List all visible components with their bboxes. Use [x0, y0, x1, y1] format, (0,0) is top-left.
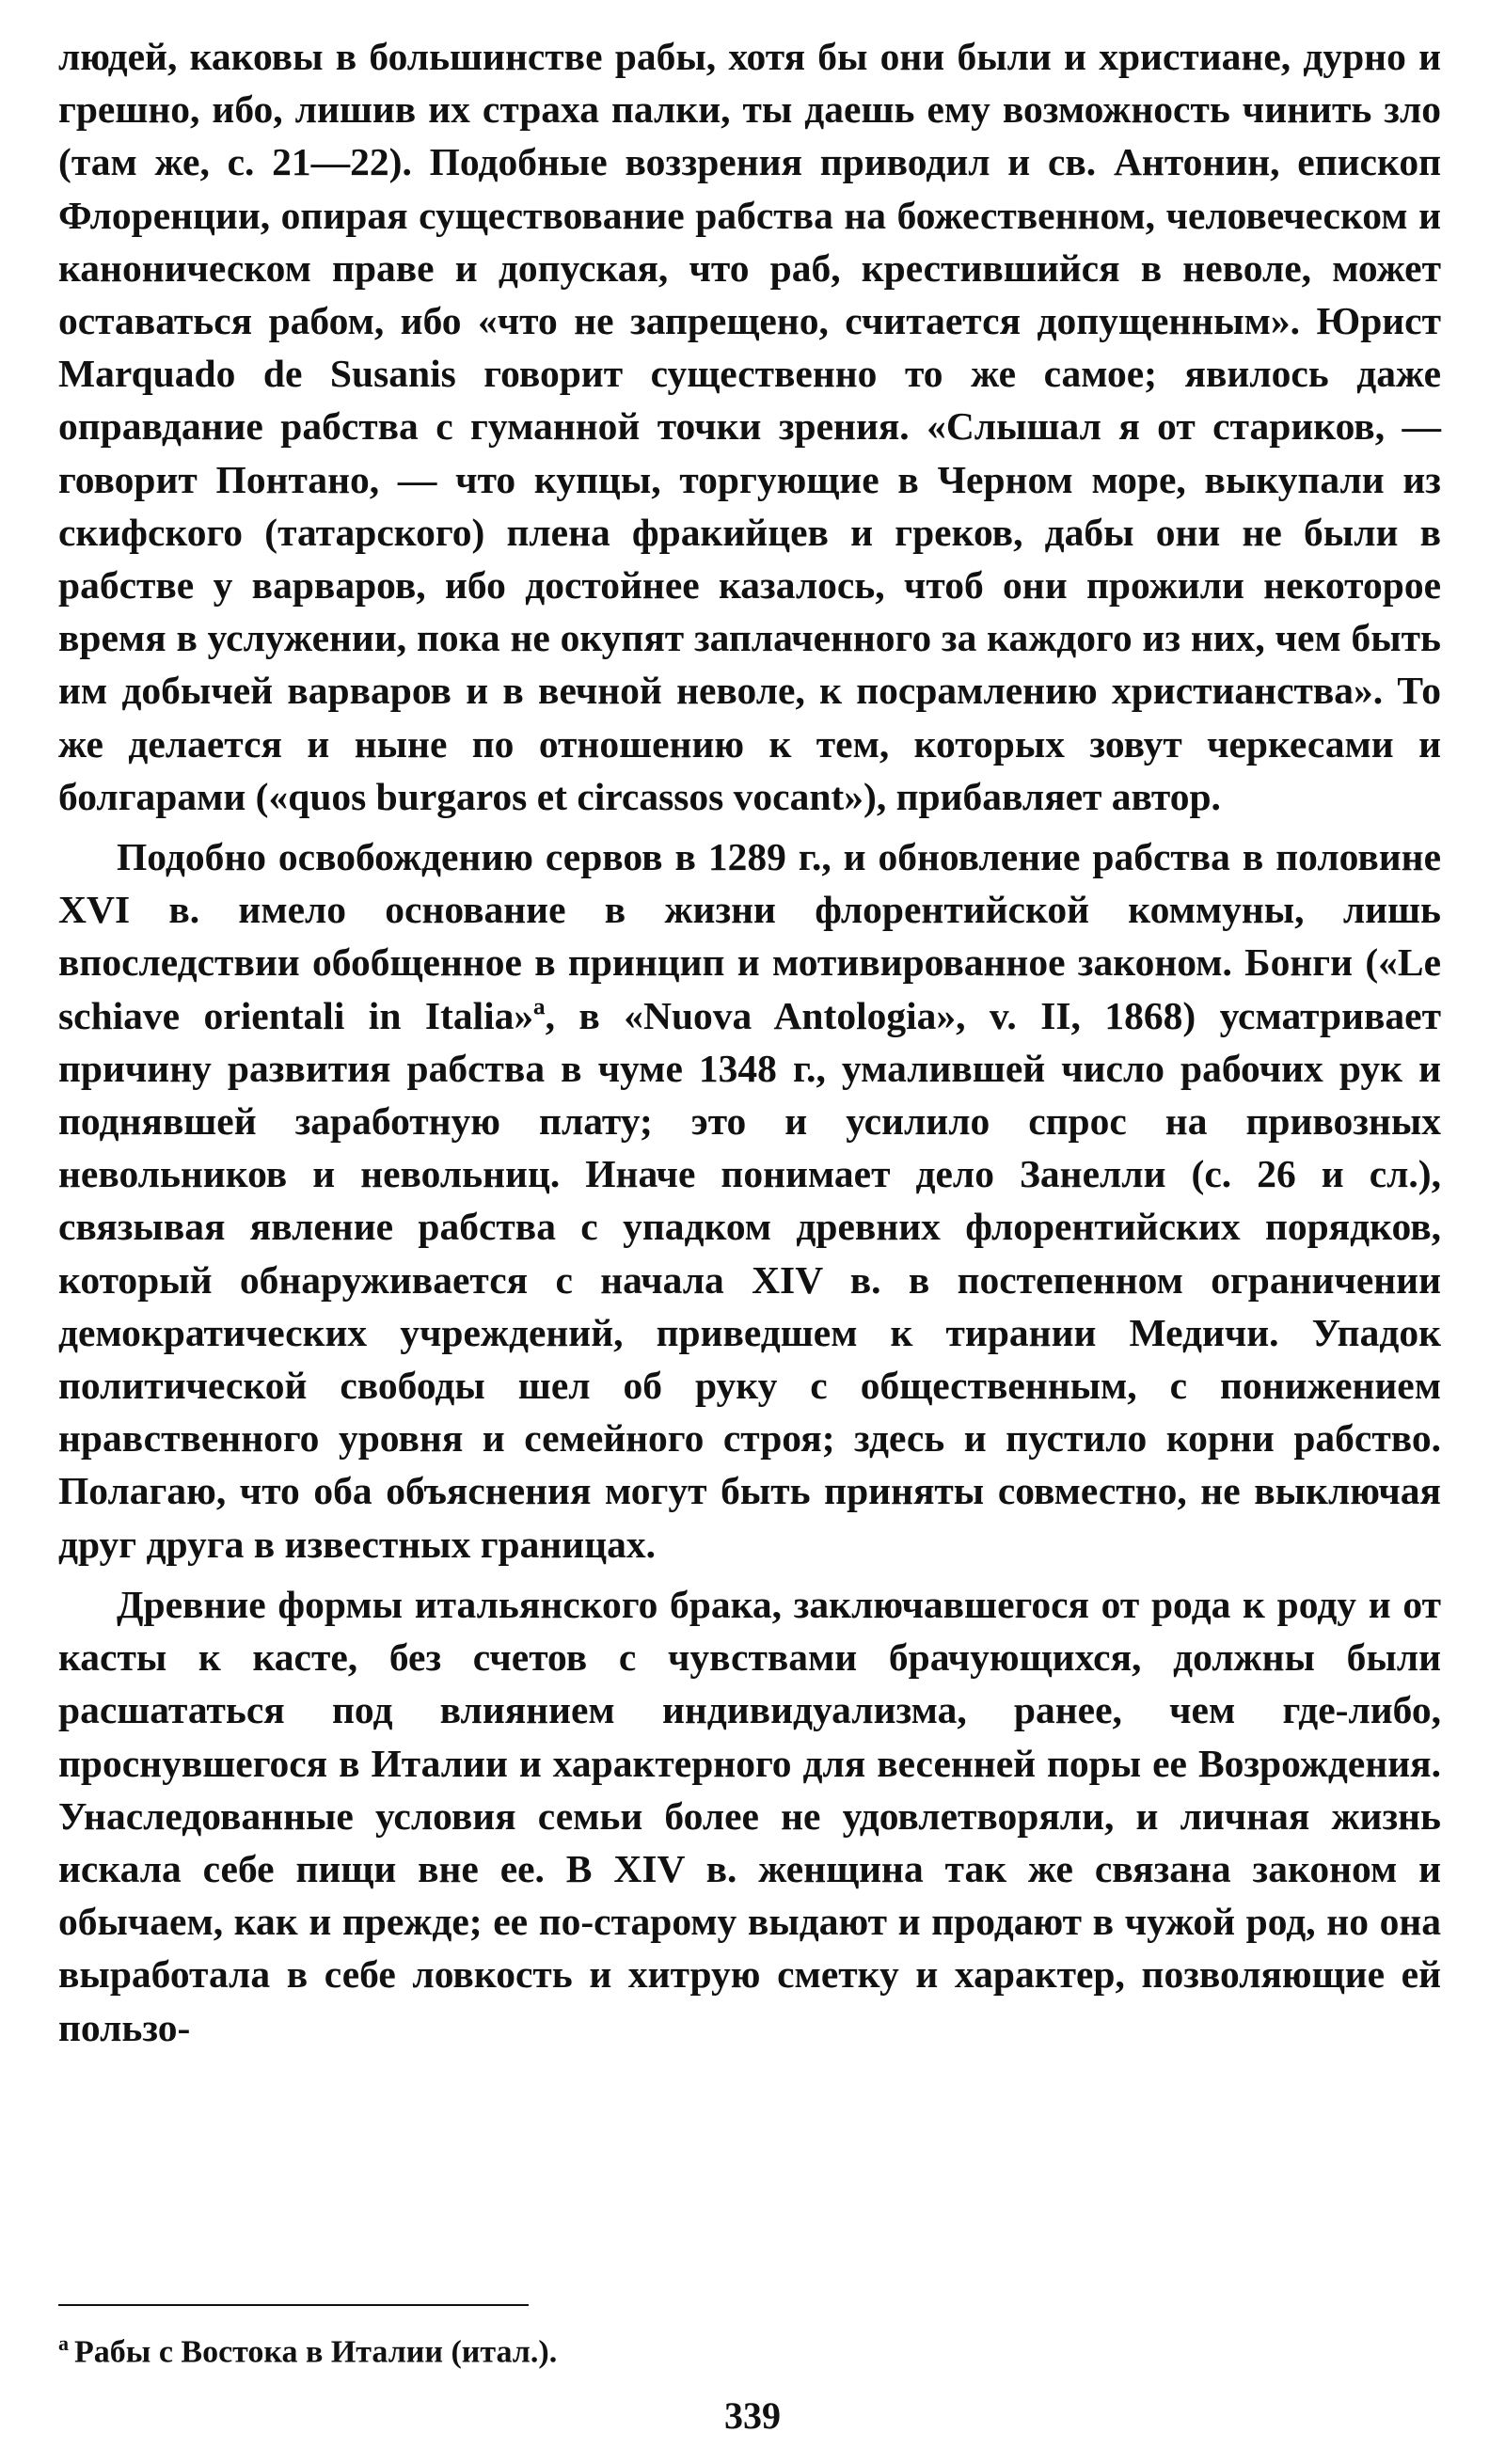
footnote-divider	[58, 2304, 529, 2306]
page-number: 339	[724, 2394, 781, 2437]
main-text	[58, 30, 1441, 2054]
paragraph-3: Древние формы итальянского брака, заключавшегося от рода к роду и от касты к касте, без счетов с чувствами брачующихся, должны были расшататься под влиянием индивидуализма, ранее, чем где-либо, проснувшегося в Италии и характерного для весенней поры ее Возрождения. Унаследованные условия семьи более не удовлетворяли, и личная жизнь искала себе пищи вне ее. В XIV в. женщина так же связана законом и обычаем, как и прежде; ее по-старому выдают и продают в чужой род, но она выработала в себе ловкость и хитрую сметку и характер, позволяющие ей пользо-	[58, 1582, 1441, 2049]
paragraph-2: Подобно освобождению сервов в 1289 г., и обновление рабства в половине XVI в. имело основание в жизни флорентийской коммуны, лишь впоследствии обобщенное в принцип и мотивированное законом. Бонги («Le schiave orientali in Italia»ª, в «Nuova Antologia», v. II, 1868) усматривает причину развития рабства в чуме 1348 г., умалившей число рабочих рук и поднявшей заработную плату; это и усилило спрос на привозных невольников и невольниц. Иначе понимает дело Занелли (с. 26 и сл.), связывая явление рабства с упадком древних флорентийских порядков, который обнаруживается с начала XIV в. в постепенном ограничении демократических учреждений, приведшем к тирании Медичи. Упадок политической свободы шел об руку с общественным, с понижением нравственного уровня и семейного строя; здесь и пустило корни рабство. Полагаю, что оба объяснения могут быть приняты совместно, не выключая друг друга в известных границах.	[58, 835, 1441, 1566]
footnote-mark: а	[58, 2331, 69, 2355]
footnote	[58, 2323, 557, 2373]
page-body	[58, 30, 1441, 2054]
paragraph-1: людей, каковы в большинстве рабы, хотя бы они были и христиане, дурно и грешно, ибо, лишив их страха палки, ты даешь ему возможность чинить зло (там же, с. 21—22). Подобные воззрения приводил и св. Антонин, епископ Флоренции, опирая существование рабства на божественном, человеческом и каноническом праве и допуская, что раб, крестившийся в неволе, может оставаться рабом, ибо «что не запрещено, считается допущенным». Юрист Marquado de Susanis говорит существенно то же самое; явилось даже оправдание рабства с гуманной точки зрения. «Слышал я от стариков, — говорит Понтано, — что купцы, торгующие в Черном море, выкупали из скифского (татарского) плена фракийцев и греков, дабы они не были в рабстве у варваров, ибо достойнее казалось, чтоб они прожили некоторое время в услужении, пока не окупят заплаченного за каждого из них, чем быть им добычей варваров и в вечной неволе, к посрамлению христианства». То же делается и ныне по отношению к тем, которых зовут черкесами и болгарами («quos burgaros et circassos vocant»), прибавляет автор.	[58, 35, 1441, 818]
footnote-text: Рабы с Востока в Италии (итал.).	[74, 2334, 558, 2370]
